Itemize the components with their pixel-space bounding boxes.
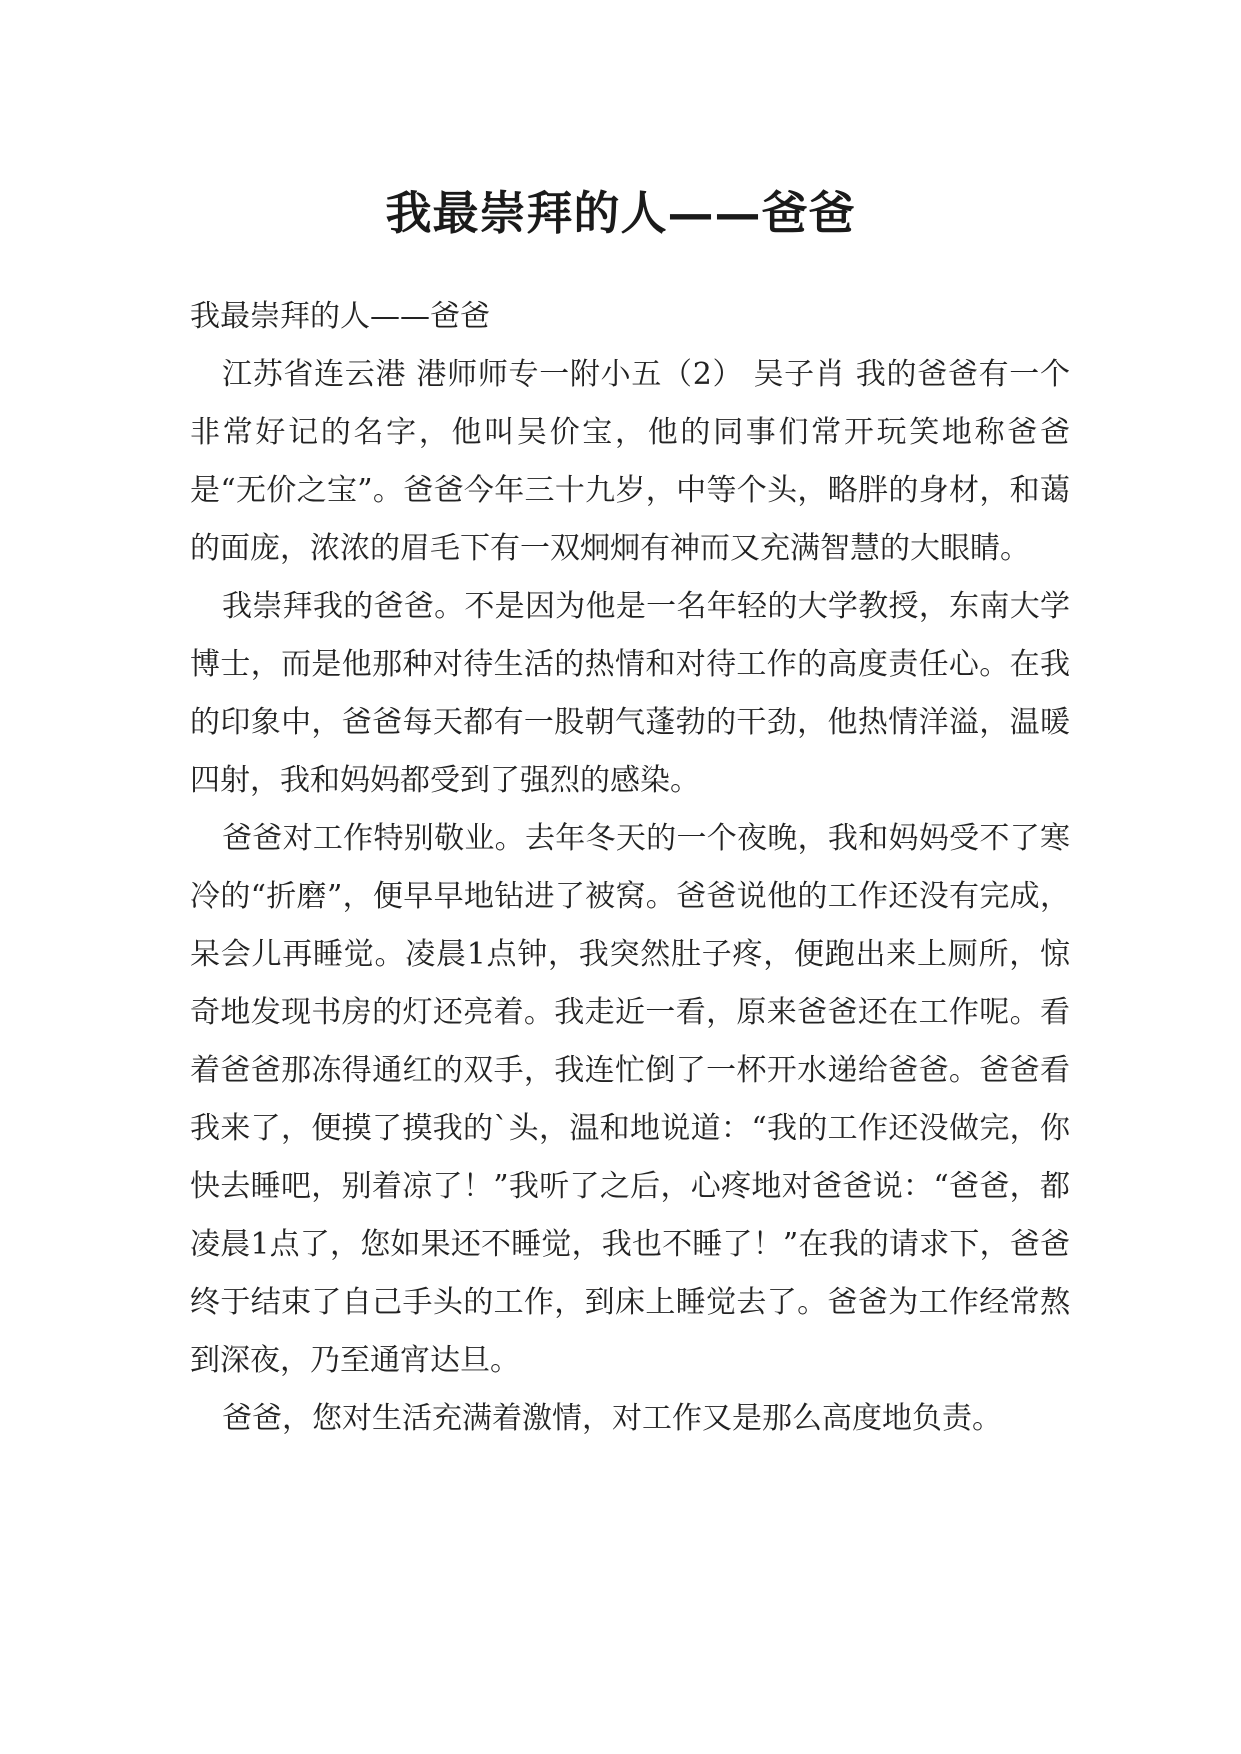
document-title: 我最崇拜的人——爸爸 [385, 185, 856, 240]
document-body [190, 288, 1070, 1448]
paragraph: 爸爸对工作特别敬业。去年冬天的一个夜晚，我和妈妈受不了寒冷的“折磨”，便早早地钻进了被窝。爸爸说他的工作还没有完成，呆会儿再睡觉。凌晨1点钟，我突然肚子疼，便跑出来上厕所，惊奇地发现书房的灯还亮着。我走近一看，原来爸爸还在工作呢。看着爸爸那冻得通红的双手，我连忙倒了一杯开水递给爸爸。爸爸看我来了，便摸了摸我的`头，温和地说道：“我的工作还没做完，你快去睡吧，别着凉了！”我听了之后，心疼地对爸爸说：“爸爸，都凌晨1点了，您如果还不睡觉，我也不睡了！”在我的请求下，爸爸终于结束了自己手头的工作，到床上睡觉去了。爸爸为工作经常熬到深夜，乃至通宵达旦。 [190, 821, 1070, 1378]
paragraph: 爸爸，您对生活充满着激情，对工作又是那么高度地负责。 [222, 1401, 1002, 1436]
paragraph: 我崇拜我的爸爸。不是因为他是一名年轻的大学教授，东南大学博士，而是他那种对待生活的热情和对待工作的高度责任心。在我的印象中，爸爸每天都有一股朝气蓬勃的干劲，他热情洋溢，温暖四射，我和妈妈都受到了强烈的感染。 [190, 589, 1070, 798]
paragraph: 江苏省连云港 港师师专一附小五（2） 吴子肖 我的爸爸有一个非常好记的名字，他叫吴价宝，他的同事们常开玩笑地称爸爸是“无价之宝”。爸爸今年三十九岁，中等个头，略胖的身材，和蔼的面庞，浓浓的眉毛下有一双炯炯有神而又充满智慧的大眼睛。 [190, 357, 1070, 566]
paragraph-heading: 我最崇拜的人——爸爸 [190, 299, 490, 334]
